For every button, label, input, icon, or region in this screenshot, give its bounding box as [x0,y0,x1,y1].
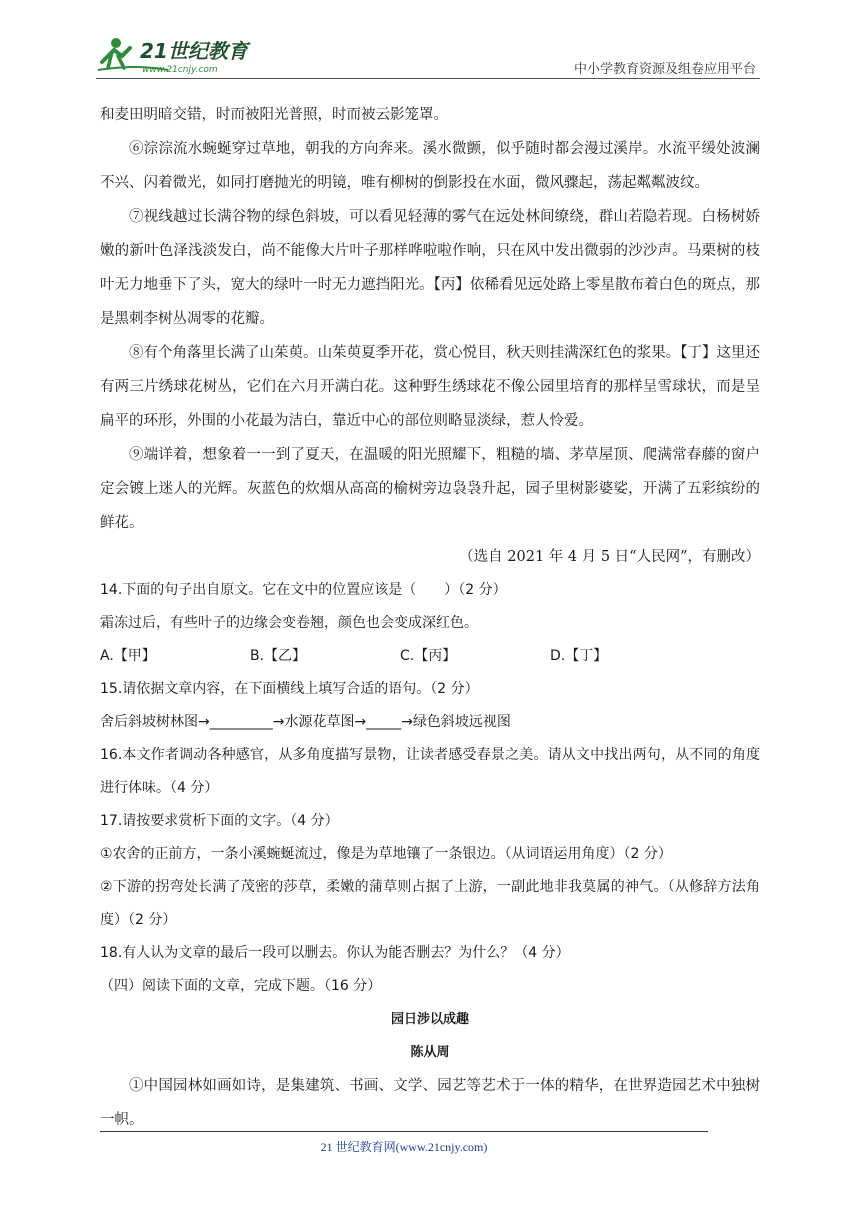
option-c: C.【丙】 [400,648,457,664]
question-14-options [100,640,760,673]
document-body [100,98,760,1137]
question-16-stem: 16.本文作者调动各种感官，从多角度描写景物，让读者感受春景之美。请从文中找出两句，从不同的角度进行体味。（4 分） [100,747,760,796]
question-14-stem: 14.下面的句子出自原文。它在文中的位置应该是（ ）（2 分） [100,582,507,598]
section-4-heading: （四）阅读下面的文章，完成下题。（16 分） [100,978,382,994]
question-17-item: ①农舍的正前方，一条小溪蜿蜒流过，像是为草地镶了一条银边。（从词语运用角度）（2 分） [100,846,672,862]
article-author: 陈从周 [410,1045,450,1060]
question-14-sentence: 霜冻过后，有些叶子的边缘会变卷翘，颜色也会变成深红色。 [100,615,478,631]
svg-text:21世纪教育: 21世纪教育 [140,39,248,63]
platform-name: 中小学教育资源及组卷应用平台 [573,62,756,77]
header-divider [96,78,760,79]
question-15-stem: 15.请依据文章内容，在下面横线上填写合适的语句。（2 分） [100,681,479,697]
page-header [96,28,760,80]
passage-paragraph: ⑧有个角落里长满了山茱萸。山茱萸夏季开花，赏心悦目，秋天则挂满深红色的浆果。【丁】这里还有两三片绣球花树丛，它们在六月开满白花。这种野生绣球花不像公园里培育的那样呈雪球状，而是呈扁平的环形，外围的小花最为洁白，靠近中心的部位则略显淡绿，惹人怜爱。 [100,345,760,429]
question-15-line: 舍后斜坡树林图→_________→水源花草图→_____→绿色斜坡远视图 [100,714,511,730]
passage-paragraph: 和麦田明暗交错，时而被阳光普照，时而被云影笼罩。 [100,107,448,123]
option-a: A.【甲】 [100,648,156,664]
svg-text:www.21cnjy.com: www.21cnjy.com [142,65,218,75]
article-paragraph: ①中国园林如画如诗，是集建筑、书画、文学、园艺等艺术于一体的精华，在世界造园艺术中独树一帜。 [100,1078,760,1128]
article-title: 园日涉以成趣 [390,1012,469,1027]
question-17-stem: 17.请按要求赏析下面的文字。（4 分） [100,813,339,829]
logo-icon [96,34,256,78]
source-citation: （选自 2021 年 4 月 5 日“人民网”，有删改） [459,549,760,565]
question-18-stem: 18.有人认为文章的最后一段可以删去。你认为能否删去？为什么？（4 分） [100,945,570,961]
footer-text: 21 世纪教育网(www.21cnjy.com) [320,1140,488,1154]
passage-paragraph: ⑥淙淙流水蜿蜒穿过草地，朝我的方向奔来。溪水微颤，似乎随时都会漫过溪岸。水流平缓处波澜不兴、闪着微光，如同打磨抛光的明镜，唯有柳树的倒影投在水面，微风骤起，荡起粼粼波纹。 [100,141,760,191]
passage-paragraph: ⑨端详着，想象着一一到了夏天，在温暖的阳光照耀下，粗糙的墙、茅草屋顶、爬满常春藤的窗户定会镀上迷人的光辉。灰蓝色的炊烟从高高的榆树旁边袅袅升起，园子里树影婆娑，开满了五彩缤纷的鲜花。 [100,447,760,531]
logo [96,34,256,78]
footer-divider [100,1131,708,1132]
option-d: D.【丁】 [550,648,608,664]
question-17-item: ②下游的拐弯处长满了茂密的莎草，柔嫩的蒲草则占据了上游，一副此地非我莫属的神气。（从修辞方法角度）（2 分） [100,879,760,928]
option-b: B.【乙】 [250,648,307,664]
passage-paragraph: ⑦视线越过长满谷物的绿色斜坡，可以看见轻薄的雾气在远处林间缭绕，群山若隐若现。白杨树娇嫩的新叶色泽浅淡发白，尚不能像大片叶子那样哗啦啦作响，只在风中发出微弱的沙沙声。马栗树的枝叶无力地垂下了头，宽大的绿叶一时无力遮挡阳光。【丙】依稀看见远处路上零星散布着白色的斑点，那是黑刺李树丛凋零的花瓣。 [100,209,760,327]
